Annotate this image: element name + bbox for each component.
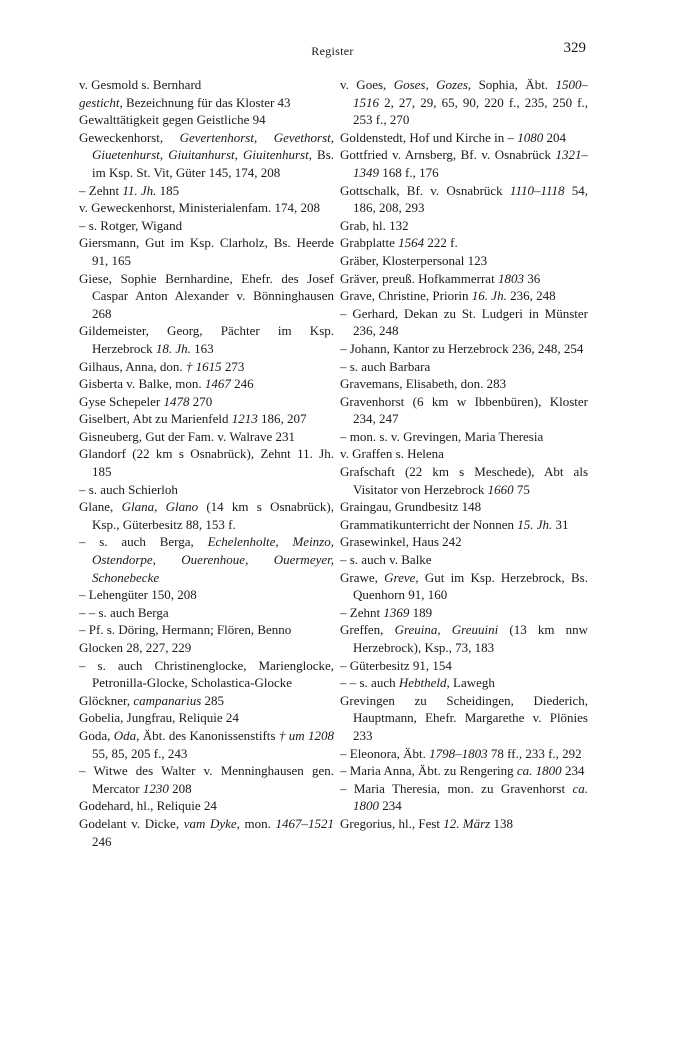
- index-entry: [79, 481, 334, 499]
- index-entry: [340, 146, 588, 181]
- entry-italic-text: Gevertenhorst, Gevethorst, Giuetenhurst, Giuitanhurst, Giuitenhurst: [92, 129, 334, 163]
- entry-text: Grabplatte: [340, 235, 399, 251]
- entry-text: Goda,: [79, 727, 114, 743]
- entry-italic-text: 1564: [398, 235, 425, 251]
- entry-text: , Lawegh: [446, 675, 495, 691]
- entry-italic-text: 1478: [163, 393, 190, 409]
- entry-text: 270: [189, 393, 213, 409]
- entry-text: 246: [230, 376, 254, 392]
- entry-text: 246: [92, 833, 112, 849]
- entry-italic-text: Goses, Gozes: [393, 77, 468, 92]
- entry-text: 31: [552, 516, 569, 532]
- index-column-left: [79, 76, 334, 850]
- entry-italic-text: 1467: [204, 376, 231, 392]
- entry-text: Grave, Christine, Priorin: [340, 288, 472, 304]
- entry-text: , mon.: [236, 815, 276, 831]
- entry-text: – s. Rotger, Wigand: [79, 217, 183, 233]
- entry-italic-text: 18. Jh.: [155, 340, 191, 356]
- entry-text: , Gut im Ksp. Herzebrock, Bs. Quenhorn 91, 160: [353, 569, 588, 603]
- entry-text: Gilhaus, Anna, don.: [79, 358, 186, 374]
- entry-text: – Johann, Kantor zu Herzebrock 236, 248, 254: [340, 340, 584, 356]
- entry-text: , Sophia, Äbt.: [467, 77, 556, 92]
- entry-italic-text: 1110–1118: [509, 182, 565, 198]
- entry-text: 2, 27, 29, 65, 90, 220 f., 235, 250 f., 253 f., 270: [353, 94, 588, 128]
- index-entry: [79, 375, 334, 393]
- index-entry: [340, 129, 588, 147]
- entry-text: 78 ff., 233 f., 292: [487, 745, 582, 761]
- running-title: Register: [311, 44, 354, 58]
- entry-text: Gräver, preuß. Hofkammerrat: [340, 270, 498, 286]
- entry-text: – Zehnt: [340, 604, 384, 620]
- entry-italic-text: 11. Jh.: [122, 182, 157, 198]
- entry-italic-text: Glana, Glano: [121, 499, 199, 515]
- index-entry: [79, 217, 334, 235]
- entry-text: Gildemeister, Georg, Pächter im Ksp. Herzebrock: [79, 323, 334, 356]
- entry-text: v. Goes,: [340, 77, 394, 92]
- page-number: 329: [563, 40, 586, 56]
- entry-text: 54, 186, 208, 293: [353, 182, 589, 216]
- index-entry: [340, 375, 588, 393]
- index-entry: [340, 762, 588, 780]
- index-entry: [340, 393, 588, 428]
- entry-text: Glocken 28, 227, 229: [79, 640, 192, 655]
- index-entry: [340, 815, 588, 833]
- entry-text: – mon. s. v. Grevingen, Maria Theresia: [340, 428, 544, 444]
- entry-text: Giersmann, Gut im Ksp. Clarholz, Bs. Heerde 91, 165: [79, 235, 334, 268]
- index-entry: [340, 340, 588, 358]
- entry-italic-text: 1798–1803: [429, 745, 488, 761]
- entry-text: , Bezeichnung für das Kloster 43: [119, 94, 291, 110]
- index-entry: [340, 533, 588, 551]
- entry-text: Geweckenhorst,: [79, 129, 180, 145]
- entry-text: 285: [201, 692, 224, 708]
- entry-text: Gräber, Klosterpersonal 123: [340, 252, 488, 268]
- entry-text: Glane,: [79, 499, 122, 515]
- entry-text: 222 f.: [424, 235, 458, 251]
- entry-text: v. Geweckenhorst, Ministerialenfam. 174, 208: [79, 200, 321, 216]
- entry-text: Gravenhorst (6 km w Ibbenbüren), Kloster 234, 247: [340, 393, 588, 427]
- entry-italic-text: Hebtheld: [398, 675, 447, 691]
- index-entry: [79, 498, 334, 533]
- index-entry: [79, 234, 334, 269]
- index-entry: [79, 410, 334, 428]
- entry-text: Grevingen zu Scheidingen, Diederich, Hauptmann, Ehefr. Margarethe v. Plönies 233: [340, 692, 588, 743]
- entry-text: Giselbert, Abt zu Marienfeld: [79, 411, 232, 427]
- entry-text: – s. auch Berga,: [79, 534, 208, 550]
- index-entry: [340, 305, 588, 340]
- index-entry: [340, 445, 588, 463]
- entry-italic-text: 1803: [497, 270, 524, 286]
- index-entry: [340, 780, 588, 815]
- index-entry: [340, 569, 588, 604]
- entry-text: – s. auch Barbara: [340, 358, 431, 374]
- index-entry: [79, 604, 334, 622]
- entry-text: – s. auch Christinenglocke, Marienglocke, Petronilla-Glocke, Scholastica-Glocke: [79, 657, 334, 691]
- entry-text: Gravemans, Elisabeth, don. 283: [340, 376, 507, 392]
- entry-text: 36: [523, 270, 541, 286]
- entry-text: Greffen,: [340, 622, 395, 638]
- index-entry: [79, 533, 334, 586]
- entry-italic-text: 1500–1516: [353, 77, 588, 110]
- index-entry: [79, 270, 334, 323]
- entry-text: , Bs. im Ksp. St. Vit, Güter 145, 174, 208: [92, 147, 335, 180]
- entry-text: Giese, Sophie Bernhardine, Ehefr. des Josef Caspar Anton Alexander v. Bönninghausen 268: [79, 270, 334, 321]
- entry-italic-text: † um 1208: [278, 727, 334, 743]
- index-entry: [79, 709, 334, 727]
- index-entry: [79, 428, 334, 446]
- entry-text: – Witwe des Walter v. Menninghausen gen. Mercator: [79, 763, 334, 796]
- index-entry: [340, 551, 588, 569]
- index-entry: [340, 182, 588, 217]
- entry-italic-text: 1467–1521: [275, 815, 334, 831]
- entry-italic-text: 1213: [231, 411, 258, 427]
- entry-text: – – s. auch Berga: [79, 604, 169, 620]
- index-entry: [79, 358, 334, 376]
- entry-text: (13 km nnw Herzebrock), Ksp., 73, 183: [353, 622, 588, 655]
- entry-italic-text: 16. Jh.: [471, 288, 507, 304]
- entry-text: Grasewinkel, Haus 242: [340, 534, 462, 550]
- index-entry: [79, 586, 334, 604]
- entry-text: 55, 85, 205 f., 243: [92, 745, 188, 761]
- index-entry: [340, 76, 588, 129]
- index-entry: [340, 270, 588, 288]
- entry-text: Godelant v. Dicke,: [79, 815, 184, 831]
- entry-text: Gregorius, hl., Fest: [340, 815, 444, 831]
- entry-text: – – s. auch: [340, 675, 399, 691]
- index-entry: [340, 657, 588, 675]
- index-entry: [340, 234, 588, 252]
- entry-text: 186, 207: [257, 411, 307, 427]
- entry-italic-text: Greuina, Greuuini: [394, 622, 499, 638]
- index-entry: [79, 657, 334, 692]
- entry-text: 163: [190, 340, 214, 356]
- entry-text: 234: [561, 763, 585, 779]
- entry-italic-text: 12. März: [443, 815, 491, 831]
- index-entry: [340, 621, 588, 656]
- entry-text: Gewalttätigkeit gegen Geistliche 94: [79, 112, 266, 128]
- index-entry: [79, 762, 334, 797]
- index-entry: [340, 745, 588, 763]
- entry-text: v. Graffen s. Helena: [340, 446, 444, 462]
- page-header: [79, 40, 586, 64]
- entry-text: 234: [379, 798, 402, 814]
- entry-italic-text: ca. 1800: [353, 780, 588, 814]
- entry-text: 185: [156, 182, 180, 198]
- entry-text: – Zehnt: [79, 182, 123, 198]
- entry-italic-text: Greve: [384, 569, 416, 585]
- entry-text: Gyse Schepeler: [79, 393, 164, 409]
- index-entry: [340, 428, 588, 446]
- entry-text: (14 km s Osnabrück), Ksp., Güterbesitz 88, 153 f.: [92, 499, 335, 532]
- index-entry: [79, 727, 334, 762]
- entry-italic-text: campanarius: [133, 692, 202, 708]
- entry-text: – Maria Anna, Äbt. zu Rengering: [340, 763, 517, 779]
- index-entry: [340, 498, 588, 516]
- entry-text: Glandorf (22 km s Osnabrück), Zehnt 11. Jh. 185: [79, 446, 334, 480]
- entry-text: Godehard, hl., Reliquie 24: [79, 798, 217, 814]
- entry-italic-text: 1369: [383, 604, 410, 620]
- index-column-right: [340, 76, 588, 833]
- entry-italic-text: 1080: [517, 129, 544, 145]
- entry-italic-text: † 1615: [185, 358, 222, 374]
- entry-text: – Lehengüter 150, 208: [79, 587, 197, 603]
- index-entry: [340, 217, 588, 235]
- entry-text: – Güterbesitz 91, 154: [340, 657, 452, 673]
- entry-italic-text: 1660: [487, 481, 514, 497]
- entry-text: Goldenstedt, Hof und Kirche in –: [340, 129, 518, 145]
- entry-text: Gottfried v. Arnsberg, Bf. v. Osnabrück: [340, 147, 556, 163]
- index-entry: [79, 445, 334, 480]
- entry-text: Glöckner,: [79, 692, 134, 708]
- entry-text: – Maria Theresia, mon. zu Gravenhorst: [340, 780, 573, 796]
- entry-text: 75: [513, 481, 530, 497]
- entry-text: 189: [409, 604, 433, 620]
- entry-italic-text: Echelenholte, Meinzo, Ostendorpe, Ouerenhoue, Ouermeyer, Schonebecke: [92, 534, 334, 585]
- entry-text: – s. auch Schierloh: [79, 481, 178, 497]
- entry-text: Grab, hl. 132: [340, 217, 409, 233]
- entry-text: Grafschaft (22 km s Meschede), Abt als Visitator von Herzebrock: [340, 464, 588, 497]
- index-entry: [79, 111, 334, 129]
- index-entry: [340, 358, 588, 376]
- index-entry: [340, 604, 588, 622]
- entry-text: v. Gesmold s. Bernhard: [79, 77, 202, 92]
- entry-text: Gisneuberg, Gut der Fam. v. Walrave 231: [79, 428, 296, 444]
- entry-italic-text: vam Dyke: [183, 815, 237, 831]
- entry-text: Gottschalk, Bf. v. Osnabrück: [340, 182, 510, 198]
- entry-text: – Eleonora, Äbt.: [340, 745, 430, 761]
- index-entry: [340, 674, 588, 692]
- index-entry: [79, 639, 334, 657]
- index-entry: [79, 94, 334, 112]
- index-entry: [79, 199, 334, 217]
- entry-text: Gisberta v. Balke, mon.: [79, 376, 205, 392]
- entry-italic-text: ca. 1800: [516, 763, 562, 779]
- index-entry: [79, 815, 334, 850]
- entry-italic-text: gesticht: [79, 94, 120, 110]
- index-entry: [79, 182, 334, 200]
- entry-text: – Pf. s. Döring, Hermann; Flören, Benno: [79, 622, 292, 638]
- entry-text: – s. auch v. Balke: [340, 552, 432, 568]
- index-entry: [340, 692, 588, 745]
- entry-text: Gobelia, Jungfrau, Reliquie 24: [79, 710, 239, 726]
- index-entry: [79, 76, 334, 94]
- entry-text: – Gerhard, Dekan zu St. Ludgeri in Münster 236, 248: [340, 305, 588, 339]
- entry-text: 138: [490, 815, 513, 831]
- entry-text: 273: [221, 358, 245, 374]
- entry-text: Grammatikunterricht der Nonnen: [340, 516, 518, 532]
- index-entry: [79, 129, 334, 182]
- entry-italic-text: 1321–1349: [353, 147, 588, 180]
- index-entry: [79, 393, 334, 411]
- entry-text: Graingau, Grundbesitz 148: [340, 499, 482, 515]
- entry-italic-text: Oda: [113, 727, 137, 743]
- index-entry: [340, 463, 588, 498]
- entry-text: 204: [543, 129, 567, 145]
- index-entry: [340, 516, 588, 534]
- index-entry: [79, 797, 334, 815]
- index-entry: [79, 322, 334, 357]
- entry-text: 168 f., 176: [379, 164, 439, 180]
- entry-text: Grawe,: [340, 569, 385, 585]
- entry-italic-text: 15. Jh.: [517, 516, 553, 532]
- entry-italic-text: 1230: [142, 780, 169, 796]
- index-entry: [79, 692, 334, 710]
- index-entry: [79, 621, 334, 639]
- index-entry: [340, 252, 588, 270]
- index-entry: [340, 287, 588, 305]
- entry-text: , Äbt. des Kanonissenstifts: [136, 727, 279, 743]
- entry-text: 236, 248: [506, 288, 556, 304]
- entry-text: 208: [168, 780, 192, 796]
